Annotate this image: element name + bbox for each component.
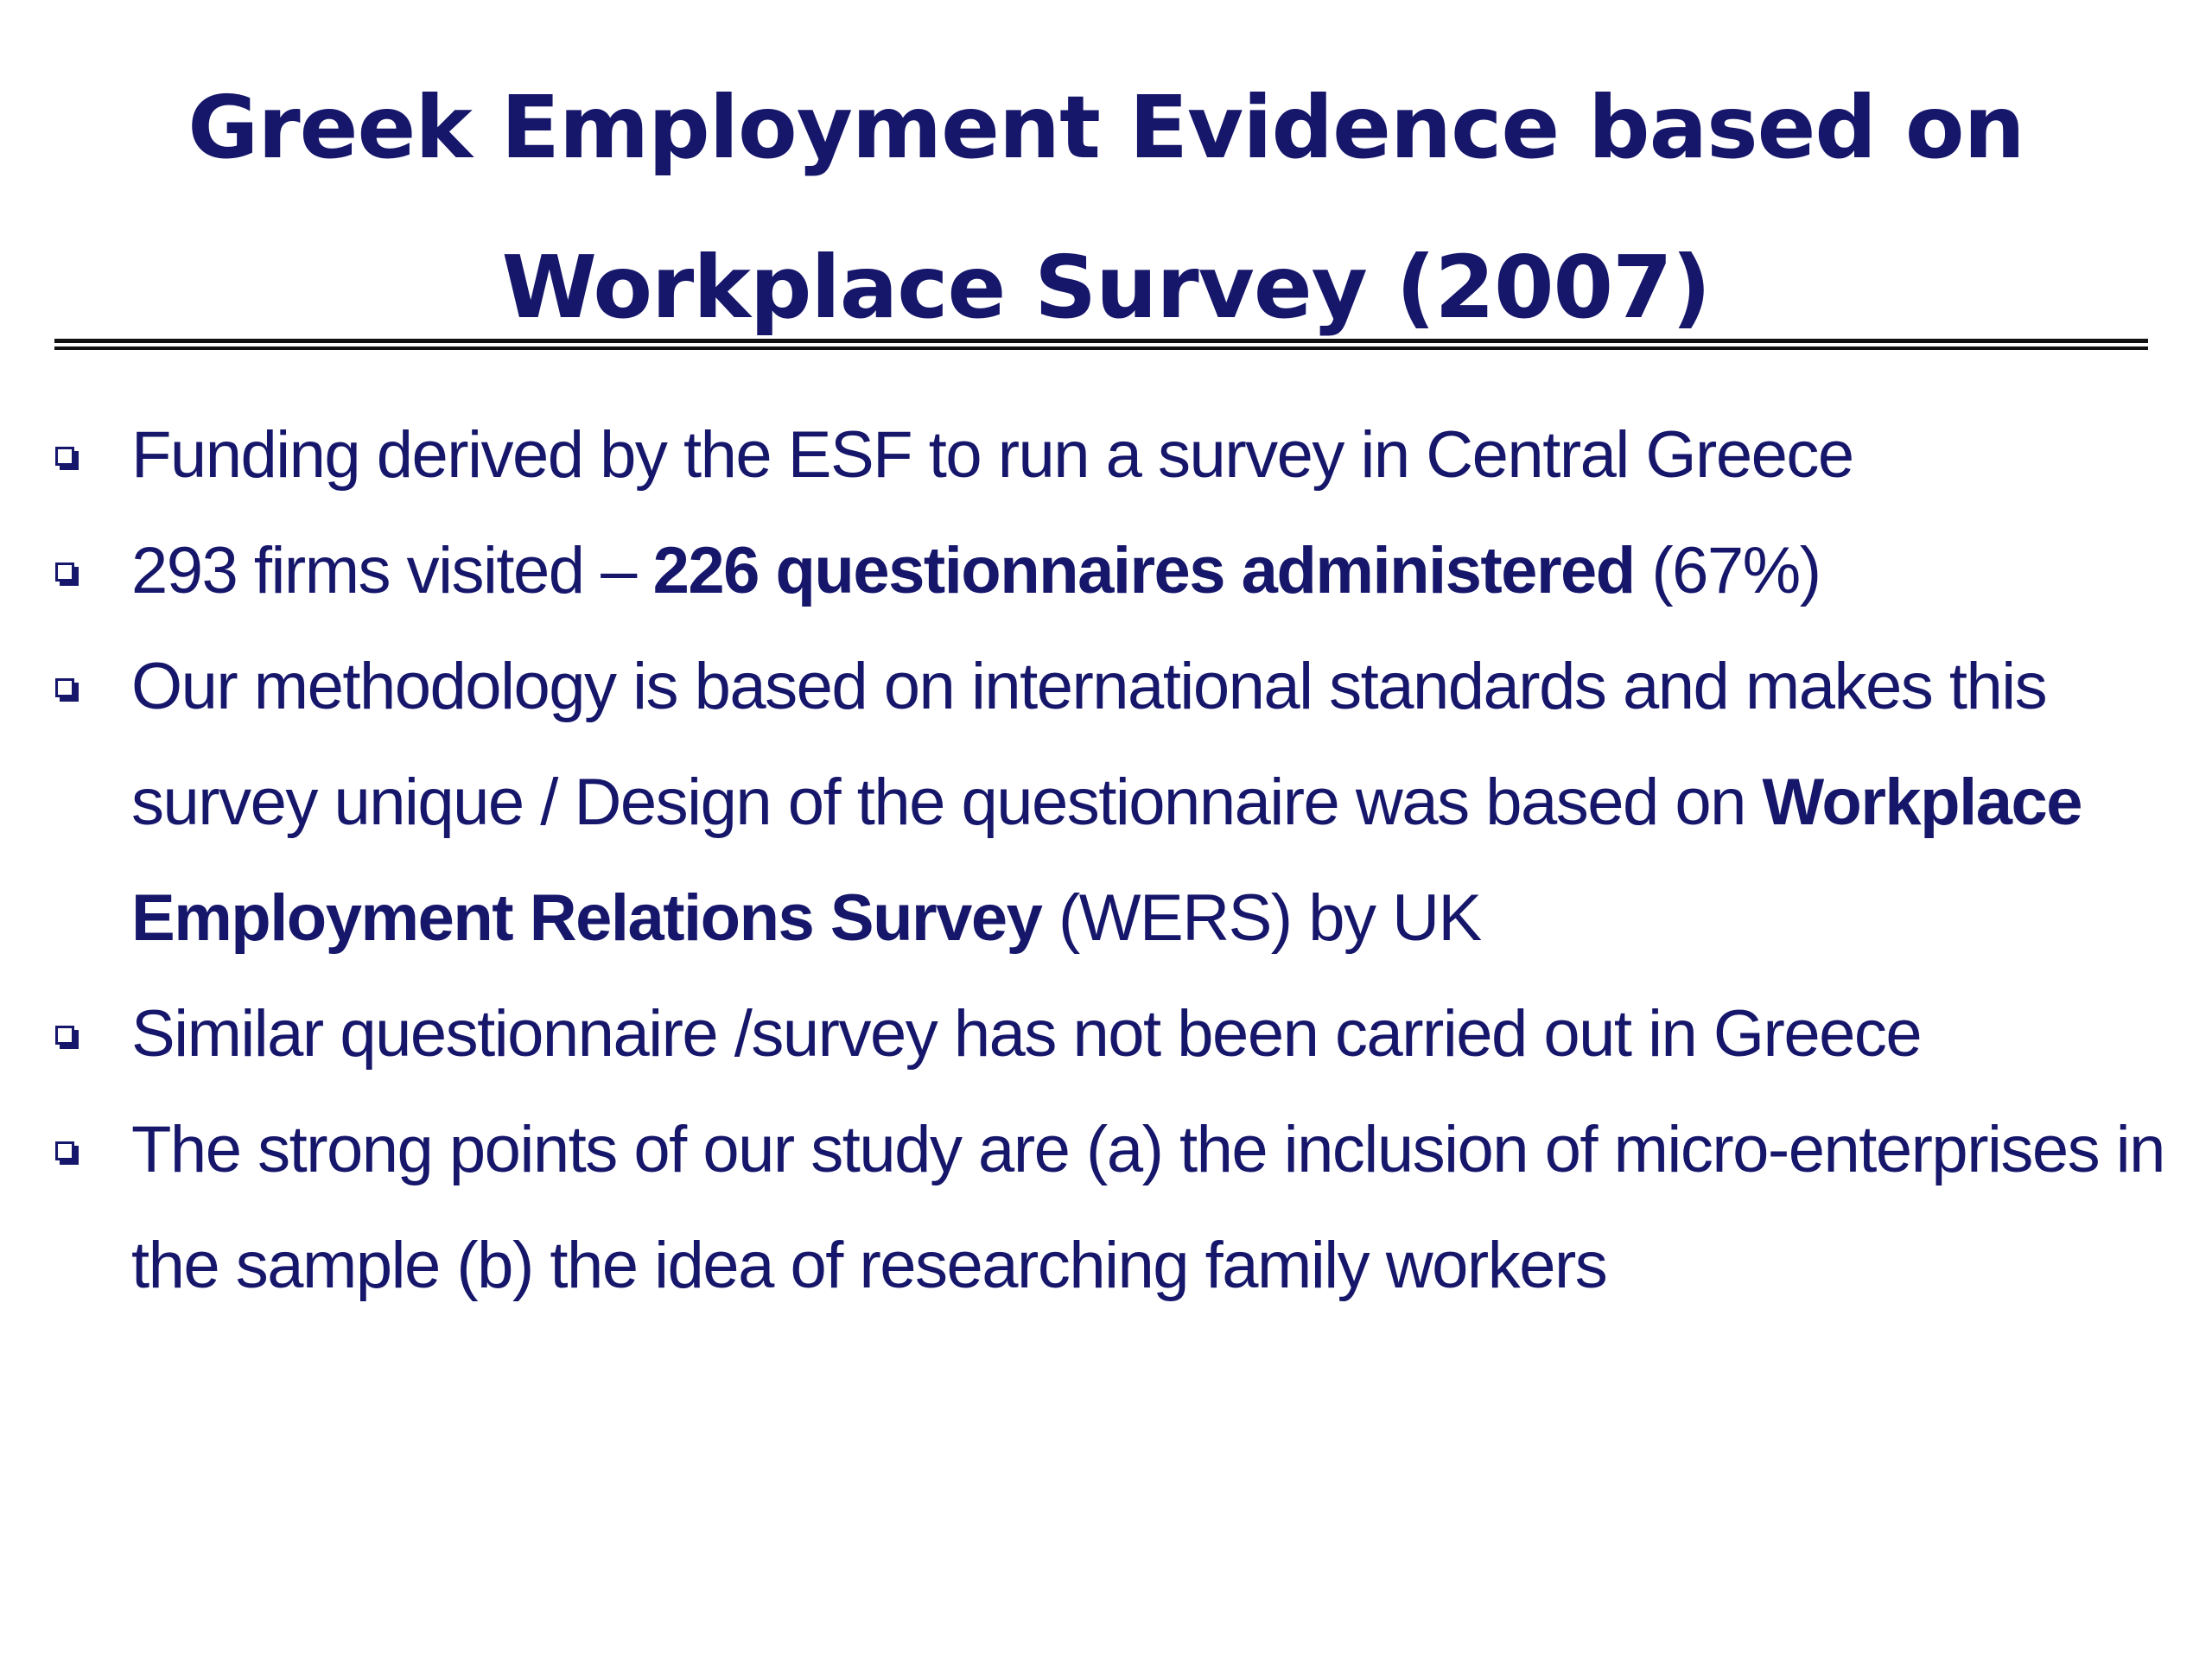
bullet-bold-text: 226 questionnaires administered [652, 534, 1635, 607]
bullet-text: Our methodology is based on international standards and makes this survey unique / Design of the questionnaire was based on [131, 650, 2047, 839]
hollow-square-bullet-icon [55, 563, 74, 582]
bullet-text: Funding derived by the ESF to run a survey in Central Greece [131, 418, 1853, 492]
hollow-square-bullet-icon [55, 1026, 74, 1045]
bullet-text: Similar questionnaire /survey has not been carried out in Greece [131, 997, 1922, 1071]
bullet-item [0, 513, 2212, 629]
title-line-1: Greek Employment Evidence based on [188, 77, 2024, 178]
bullet-list [0, 397, 2212, 1324]
divider-line-top [54, 339, 2148, 343]
bullet-text: (WERS) by UK [1041, 881, 1481, 955]
hollow-square-bullet-icon [55, 447, 74, 466]
bullet-text: 293 firms visited – [131, 534, 653, 607]
bullet-item [0, 397, 2212, 513]
slide-title [0, 48, 2212, 367]
bullet-item [0, 1092, 2212, 1324]
title-line-2: Workplace Survey (2007) [501, 237, 1711, 338]
bullet-text: The strong points of our study are (a) the inclusion of micro-enterprises in the sample (b) the idea of researching family workers [131, 1113, 2164, 1302]
divider-line-bottom [54, 346, 2148, 350]
bullet-text: (67%) [1634, 534, 1821, 607]
bullet-item [0, 629, 2212, 976]
title-divider [54, 339, 2148, 351]
hollow-square-bullet-icon [55, 678, 74, 697]
bullet-bold-text: Workplace Employment Relations Survey [131, 766, 2082, 955]
hollow-square-bullet-icon [55, 1141, 74, 1160]
bullet-item [0, 976, 2212, 1092]
